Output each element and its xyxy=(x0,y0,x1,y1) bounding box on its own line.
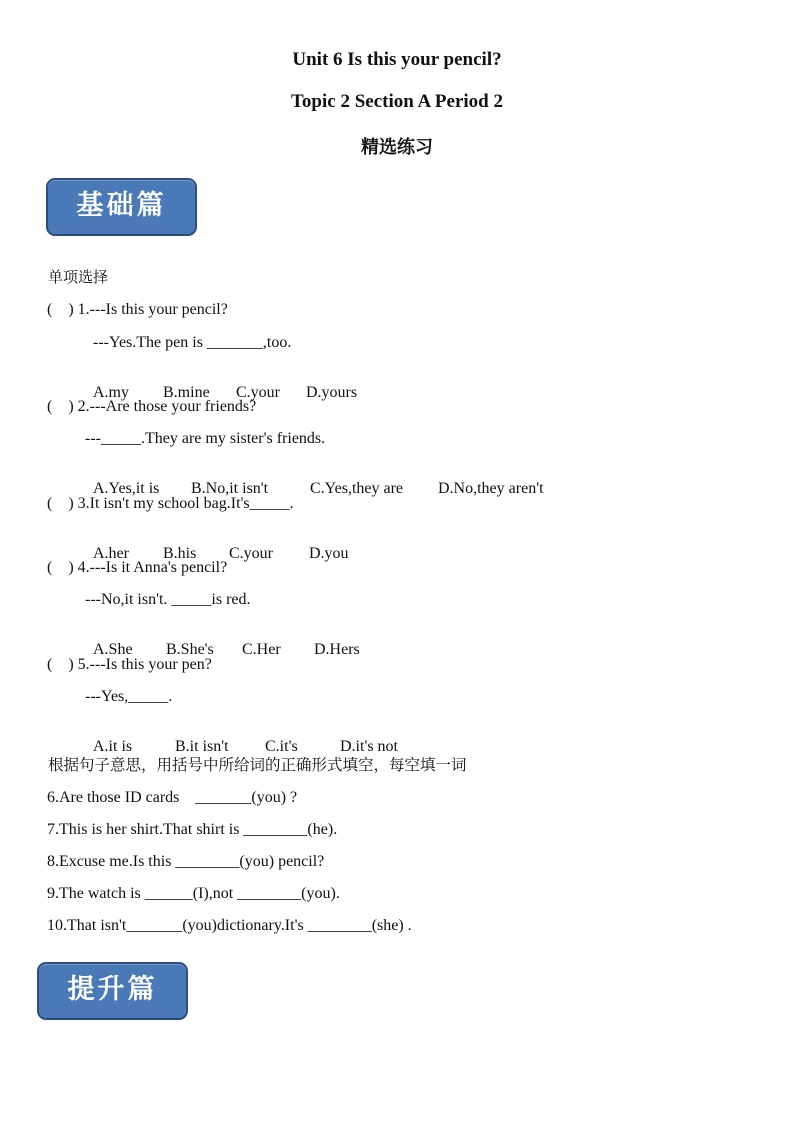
question-4-options xyxy=(85,623,360,659)
option: D.yours xyxy=(306,384,358,401)
question-3-options xyxy=(85,527,349,563)
option: B.No,it isn't xyxy=(191,480,269,497)
option: A.She xyxy=(93,641,133,658)
question-1-stem: ( ) 1.---Is this your pencil? xyxy=(47,301,228,318)
option: A.my xyxy=(93,384,129,401)
fill-item-7: 7.This is her shirt.That shirt is ________(he). xyxy=(47,821,338,838)
page-title: Unit 6 Is this your pencil? xyxy=(292,49,502,70)
option: C.your xyxy=(229,545,273,562)
option: D.Hers xyxy=(314,641,360,658)
question-5-response: ---Yes,_____. xyxy=(85,688,173,705)
option: C.it's xyxy=(265,738,298,755)
page-subtitle: Topic 2 Section A Period 2 xyxy=(290,91,503,112)
option: B.it isn't xyxy=(175,738,229,755)
option: B.mine xyxy=(163,384,210,401)
advanced-section-badge: 提升篇 xyxy=(37,962,188,1020)
option: C.your xyxy=(236,384,280,401)
fill-item-10: 10.That isn't_______(you)dictionary.It's ________(she) . xyxy=(47,917,412,934)
option: D.you xyxy=(309,545,349,562)
option: B.She's xyxy=(166,641,214,658)
option: B.his xyxy=(163,545,197,562)
multiple-choice-heading: 单项选择 xyxy=(48,268,109,286)
fill-item-6: 6.Are those ID cards _______(you) ? xyxy=(47,789,298,806)
option: D.No,they aren't xyxy=(438,480,544,497)
option: C.Her xyxy=(242,641,281,658)
fill-in-blank-heading: 根据句子意思，用括号中所给词的正确形式填空，每空填一词 xyxy=(48,756,467,774)
question-5-options xyxy=(85,720,398,756)
basic-section-badge: 基础篇 xyxy=(46,178,197,236)
option: A.it is xyxy=(93,738,133,755)
question-5-stem: ( ) 5.---Is this your pen? xyxy=(47,656,212,673)
fill-item-9: 9.The watch is ______(I),not ________(you). xyxy=(47,885,340,902)
page-heading: 精选练习 xyxy=(361,137,433,158)
question-4-stem: ( ) 4.---Is it Anna's pencil? xyxy=(47,559,228,576)
fill-item-8: 8.Excuse me.Is this ________(you) pencil? xyxy=(47,853,325,870)
question-2-options xyxy=(85,462,544,498)
question-2-response: ---_____.They are my sister's friends. xyxy=(85,430,326,447)
option: A.Yes,it is xyxy=(93,480,160,497)
question-1-response: ---Yes.The pen is _______,too. xyxy=(93,334,292,351)
question-3-stem: ( ) 3.It isn't my school bag.It's_____. xyxy=(47,495,294,512)
option: A.her xyxy=(93,545,129,562)
option: D.it's not xyxy=(340,738,398,755)
question-1-options xyxy=(85,366,357,402)
option: C.Yes,they are xyxy=(310,480,404,497)
question-4-response: ---No,it isn't. _____is red. xyxy=(85,591,251,608)
question-2-stem: ( ) 2.---Are those your friends? xyxy=(47,398,257,415)
